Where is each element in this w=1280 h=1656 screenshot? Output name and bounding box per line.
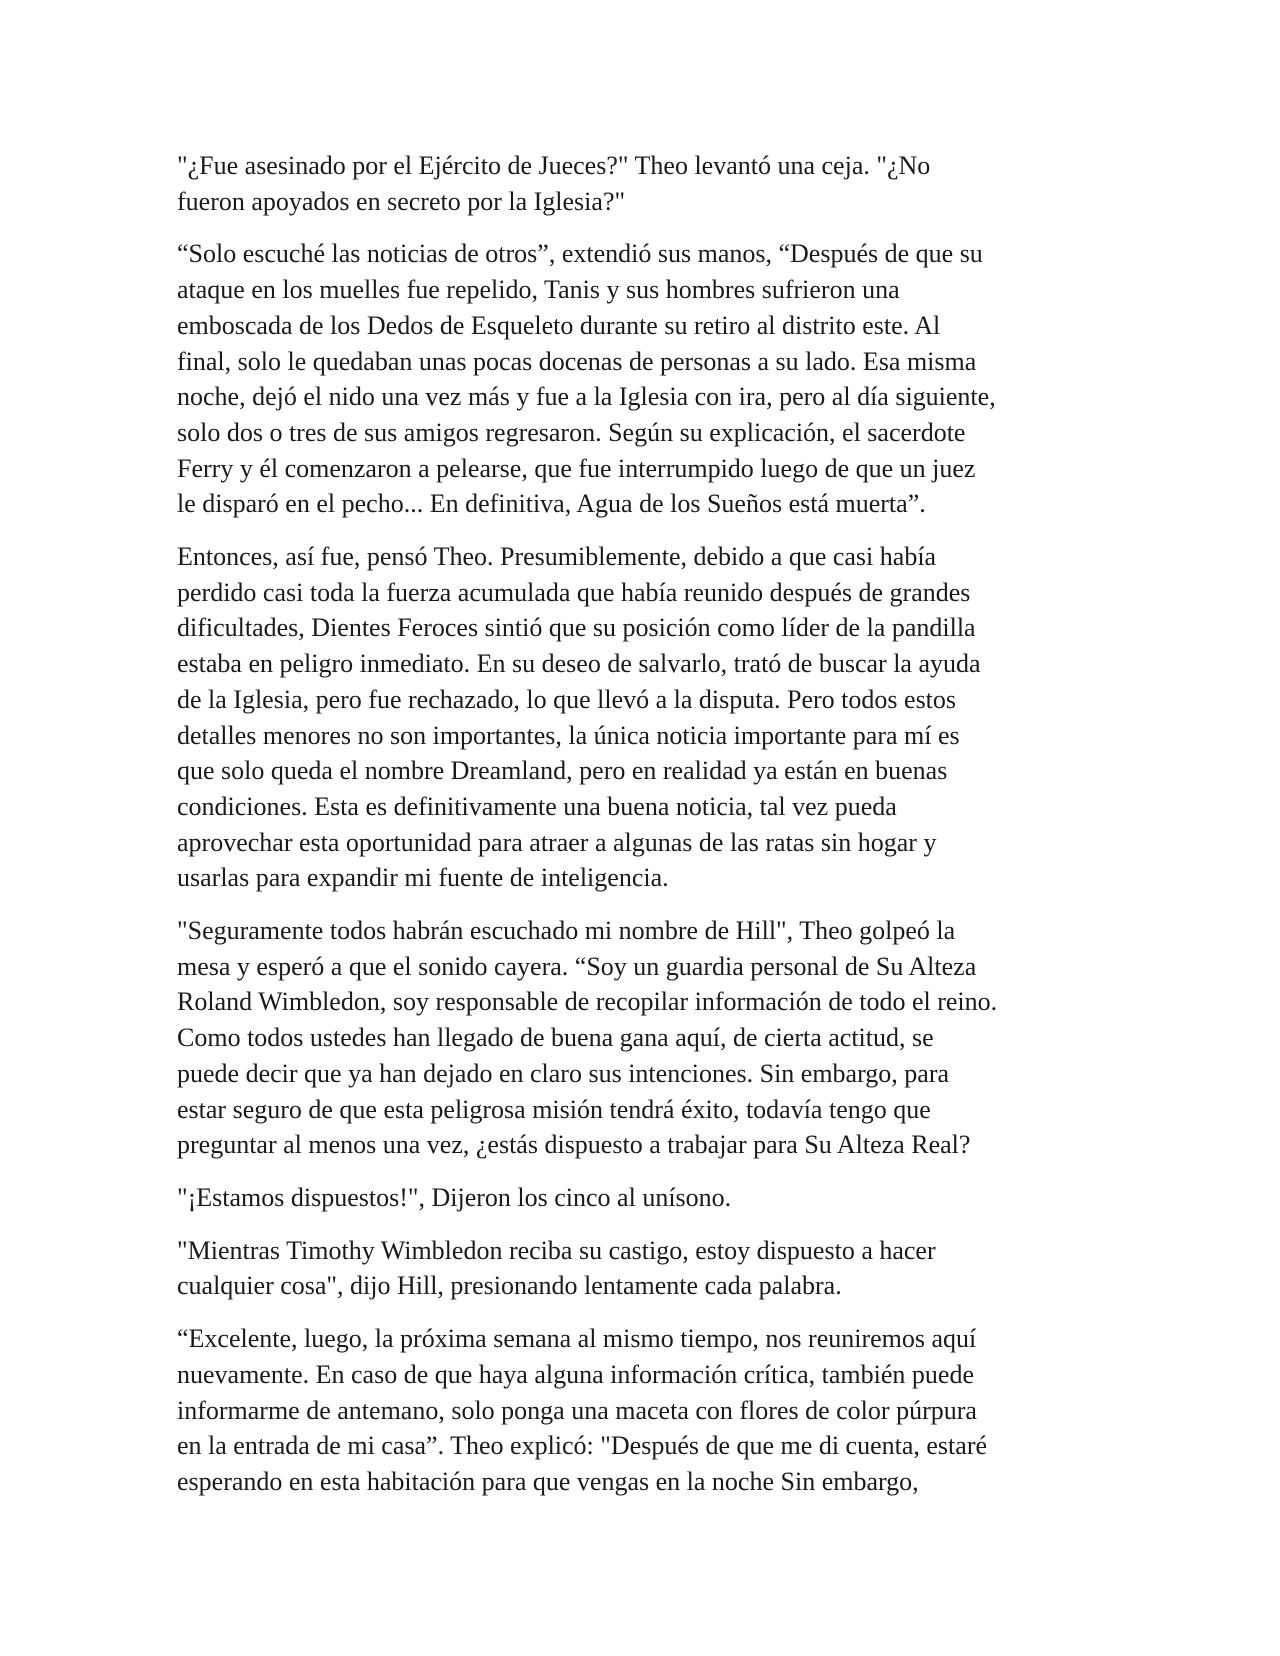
text-line: cualquier cosa", dijo Hill, presionando lentamente cada palabra. — [177, 1271, 842, 1301]
text-line: informarme de antemano, solo ponga una maceta con flores de color púrpura — [177, 1395, 977, 1425]
text-line: detalles menores no son importantes, la única noticia importante para mí es — [177, 720, 960, 750]
text-line: dificultades, Dientes Feroces sintió que su posición como líder de la pandilla — [177, 613, 976, 643]
text-line: "¿Fue asesinado por el Ejército de Jueces?" Theo levantó una ceja. "¿No — [177, 151, 931, 180]
text-line: fueron apoyados en secreto por la Iglesia?" — [177, 186, 626, 216]
text-line: final, solo le quedaban unas pocas docenas de personas a su lado. Esa misma — [177, 346, 977, 376]
text-line: Como todos ustedes han llegado de buena gana aquí, de cierta actitud, se — [177, 1023, 934, 1053]
paragraph-5 — [177, 1180, 1107, 1216]
text-line: estaba en peligro inmediato. En su deseo de salvarlo, trató de buscar la ayuda — [177, 649, 981, 679]
text-line: perdido casi toda la fuerza acumulada que había reunido después de grandes — [177, 577, 971, 607]
text-line: preguntar al menos una vez, ¿estás dispuesto a trabajar para Su Alteza Real? — [177, 1130, 971, 1160]
text-line: ataque en los muelles fue repelido, Tanis y sus hombres sufrieron una — [177, 275, 900, 305]
text-line: en la entrada de mi casa”. Theo explicó: "Después de que me di cuenta, estaré — [177, 1431, 988, 1461]
paragraph-4 — [177, 913, 1107, 1163]
text-line: puede decir que ya han dejado en claro sus intenciones. Sin embargo, para — [177, 1058, 950, 1088]
text-line: condiciones. Esta es definitivamente una buena noticia, tal vez pueda — [177, 791, 897, 821]
text-line: Ferry y él comenzaron a pelearse, que fue interrumpido luego de que un juez — [177, 453, 976, 483]
text-line: aprovechar esta oportunidad para atraer a algunas de las ratas sin hogar y — [177, 827, 937, 857]
text-line: estar seguro de que esta peligrosa misión tendrá éxito, todavía tengo que — [177, 1094, 931, 1124]
text-line: de la Iglesia, pero fue rechazado, lo que llevó a la disputa. Pero todos estos — [177, 684, 957, 714]
text-line: que solo queda el nombre Dreamland, pero en realidad ya están en buenas — [177, 756, 948, 786]
text-line: noche, dejó el nido una vez más y fue a la Iglesia con ira, pero al día siguiente, — [177, 382, 996, 412]
text-line: esperando en esta habitación para que vengas en la noche Sin embargo, — [177, 1466, 919, 1496]
text-line: mesa y esperó a que el sonido cayera. “Soy un guardia personal de Su Alteza — [177, 951, 977, 981]
text-line: solo dos o tres de sus amigos regresaron. Según su explicación, el sacerdote — [177, 417, 966, 447]
text-line: nuevamente. En caso de que haya alguna información crítica, también puede — [177, 1359, 974, 1389]
paragraph-2 — [177, 236, 1107, 522]
paragraph-6 — [177, 1233, 1107, 1304]
paragraph-1 — [177, 148, 1107, 219]
text-line: “Solo escuché las noticias de otros”, extendió sus manos, “Después de que su — [177, 239, 983, 269]
text-line: emboscada de los Dedos de Esqueleto durante su retiro al distrito este. Al — [177, 310, 941, 340]
text-line: Entonces, así fue, pensó Theo. Presumiblemente, debido a que casi había — [177, 542, 937, 572]
text-line: usarlas para expandir mi fuente de inteligencia. — [177, 863, 669, 893]
paragraph-7 — [177, 1321, 1107, 1500]
paragraph-3 — [177, 539, 1107, 896]
text-line: "Seguramente todos habrán escuchado mi nombre de Hill", Theo golpeó la — [177, 916, 956, 946]
text-line: Roland Wimbledon, soy responsable de recopilar información de todo el reino. — [177, 987, 998, 1017]
text-line: "Mientras Timothy Wimbledon reciba su castigo, estoy dispuesto a hacer — [177, 1235, 936, 1265]
text-line: le disparó en el pecho... En definitiva, Agua de los Sueños está muerta”. — [177, 489, 926, 519]
text-line: "¡Estamos dispuestos!", Dijeron los cinco al unísono. — [177, 1182, 732, 1212]
text-line: “Excelente, luego, la próxima semana al mismo tiempo, nos reuniremos aquí — [177, 1324, 977, 1354]
document-body — [177, 148, 1107, 1517]
